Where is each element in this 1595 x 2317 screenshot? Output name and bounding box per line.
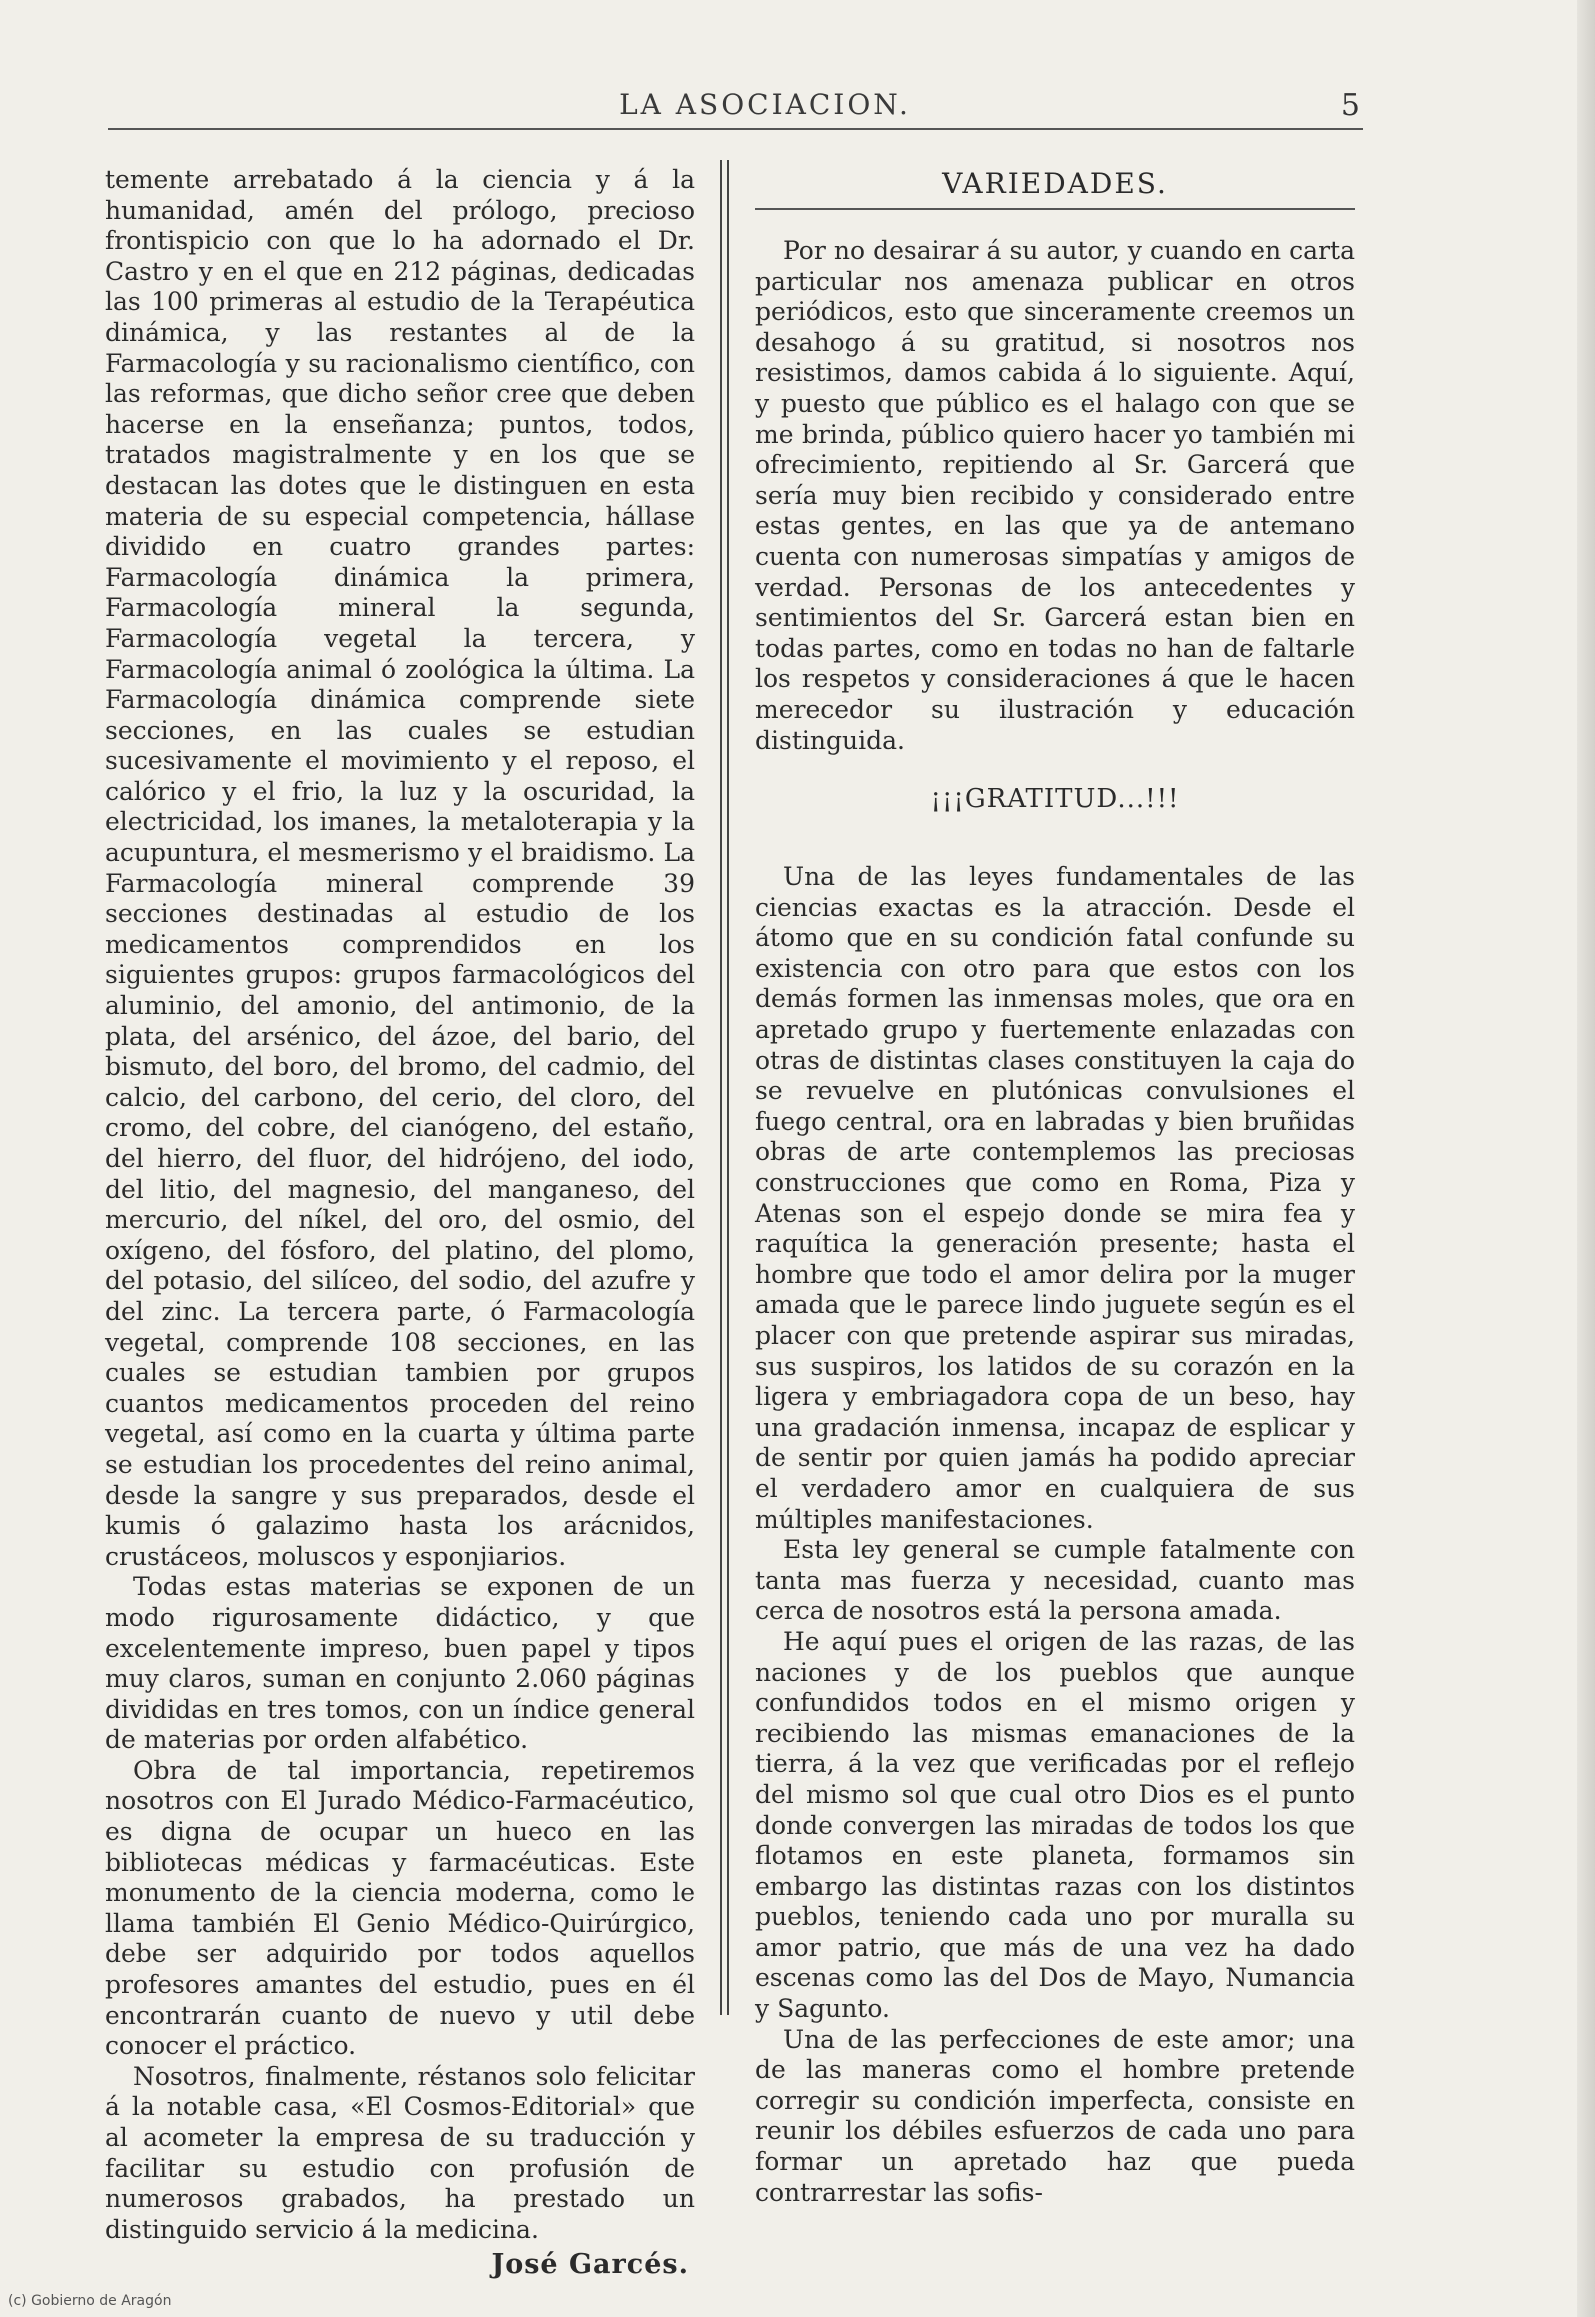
article-paragraph: temente arrebatado á la ciencia y á la humanidad, amén del prólogo, precioso frontispicio con que lo ha adornado el Dr. Castro y en el que en 212 páginas, dedicadas las 100 primeras al estudio de la Terapéutica dinámica, y las restantes al de la Farmacología y su racionalismo científico, con las reformas, que dicho señor cree que deben hacerse en la enseñanza; puntos, todos, tratados magistralmente y en los que se destacan las dotes que le distinguen en esta materia de su especial competencia, hállase dividido en cuatro grandes partes: Farmacología dinámica la primera, Farmacología mineral la segunda, Farmacología vegetal la tercera, y Farmacología animal ó zoológica la última. La Farmacología dinámica comprende siete secciones, en las cuales se estudian sucesivamente el movimiento y el reposo, el calórico y el frio, la luz y la oscuridad, la electricidad, los imanes, la metaloterapia y la acupuntura, el mesmerismo y el braidismo. La Farmacología mineral comprende 39 secciones destinadas al estudio de los medicamentos comprendidos en los siguientes grupos: grupos farmacológicos del aluminio, del amonio, del antimonio, de la plata, del arsénico, del ázoe, del bario, del bismuto, del boro, del bromo, del cadmio, del calcio, del carbono, del cerio, del cloro, del cromo, del cobre, del cianógeno, del estaño, del hierro, del fluor, del hidrójeno, del iodo, del litio, del magnesio, del manganeso, del mercurio, del níkel, del oro, del osmio, del oxígeno, del fósforo, del platino, del plomo, del potasio, del silíceo, del sodio, del azufre y del zinc. La tercera parte, ó Farmacología vegetal, comprende 108 secciones, en las cuales se estudian tambien por grupos cuantos medicamentos proceden del reino vegetal, así como en la cuarta y última parte se estudian los procedentes del reino animal, desde la sangre y sus preparados, desde el kumis ó galazimo hasta los arácnidos, crustáceos, moluscos y esponjiarios. [105,165,695,1571]
article-paragraph: He aquí pues el origen de las razas, de las naciones y de los pueblos que aunque confundidos todos en el mismo origen y recibiendo las mismas emanaciones de la tierra, á la vez que verificadas por el reflejo del mismo sol que cual otro Dios es el punto donde convergen las miradas de todos los que flotamos en este planeta, formamos sin embargo las distintas razas con los distintos pueblos, teniendo cada uno por muralla su amor patrio, que más de una vez ha dado escenas como las del Dos de Mayo, Numancia y Sagunto. [755,1626,1355,2024]
page-header [110,88,1360,128]
article-paragraph: Todas estas materias se exponen de un modo rigurosamente didáctico, y que excelentemente impreso, buen papel y tipos muy claros, suman en conjunto 2.060 páginas divididas en tres tomos, con un índice general de materias por orden alfabético. [105,1572,695,1755]
section-rule [755,208,1355,210]
page-number: 5 [1340,88,1360,123]
author-signature: José Garcés. [491,2249,689,2281]
right-column [755,165,1355,2208]
column-divider [720,160,729,2015]
page-edge [1577,0,1595,2317]
copyright-credit: (c) Gobierno de Aragón [8,2293,172,2309]
left-column [105,165,695,2280]
article-paragraph: Obra de tal importancia, repetiremos nosotros con El Jurado Médico-Farmacéutico, es digna de ocupar un hueco en las bibliotecas médicas y farmacéuticas. Este monumento de la ciencia moderna, como le llama también El Genio Médico-Quirúrgico, debe ser adquirido por todos aquellos profesores amantes del estudio, pues en él encontrarán cuanto de nuevo y util debe conocer el práctico. [105,1755,695,2061]
section-title: VARIEDADES. [942,167,1168,200]
publication-title: LA ASOCIACION. [619,88,911,121]
article-paragraph: Esta ley general se cumple fatalmente con tanta mas fuerza y necesidad, cuanto mas cerca de nosotros está la persona amada. [755,1535,1355,1626]
article-paragraph: Una de las leyes fundamentales de las ciencias exactas es la atracción. Desde el átomo que en su condición fatal confunde su existencia con otro para que estos con los demás formen las inmensas moles, que ora en apretado grupo y fuertemente enlazadas con otras de distintas clases constituyen la caja do se revuelve en plutónicas convulsiones el fuego central, ora en labradas y bien bruñidas obras de arte contemplemos las preciosas construcciones que como en Roma, Piza y Atenas son el espejo donde se mira fea y raquítica la generación presente; hasta el hombre que todo el amor delira por la muger amada que le parece lindo juguete según es el placer con que pretende aspirar sus miradas, sus suspiros, los latidos de su corazón en la ligera y embriagadora copa de un beso, hay una gradación inmensa, incapaz de esplicar y de sentir por quien jamás ha podido apreciar el verdadero amor en cualquiera de sus múltiples manifestaciones. [755,862,1355,1534]
header-rule [108,128,1363,130]
article-paragraph: Nosotros, finalmente, réstanos solo felicitar á la notable casa, «El Cosmos-Editorial» que al acometer la empresa de su traducción y facilitar su estudio con profusión de numerosos grabados, ha prestado un distinguido servicio á la medicina. [105,2061,695,2244]
intro-paragraph: Por no desairar á su autor, y cuando en carta particular nos amenaza publicar en otros periódicos, esto que sinceramente creemos un desahogo á su gratitud, si nosotros nos resistimos, damos cabida á lo siguiente. Aquí, y puesto que público es el halago con que se me brinda, público quiero hacer yo también mi ofrecimiento, repitiendo al Sr. Garcerá que sería muy bien recibido y considerado entre estas gentes, en las que ya de antemano cuenta con numerosas simpatías y amigos de verdad. Personas de los antecedentes y sentimientos del Sr. Garcerá estan bien en todas partes, como en todas no han de faltarle los respetos y consideraciones á que le hacen merecedor su ilustración y educación distinguida. [755,236,1355,755]
article-paragraph: Una de las perfecciones de este amor; una de las maneras como el hombre pretende corregir su condición imperfecta, consiste en reunir los débiles esfuerzos de cada uno para formar un apretado haz que pueda contrarrestar las sofis- [755,2024,1355,2207]
article-subtitle: ¡¡¡GRATITUD...!!! [930,784,1180,815]
